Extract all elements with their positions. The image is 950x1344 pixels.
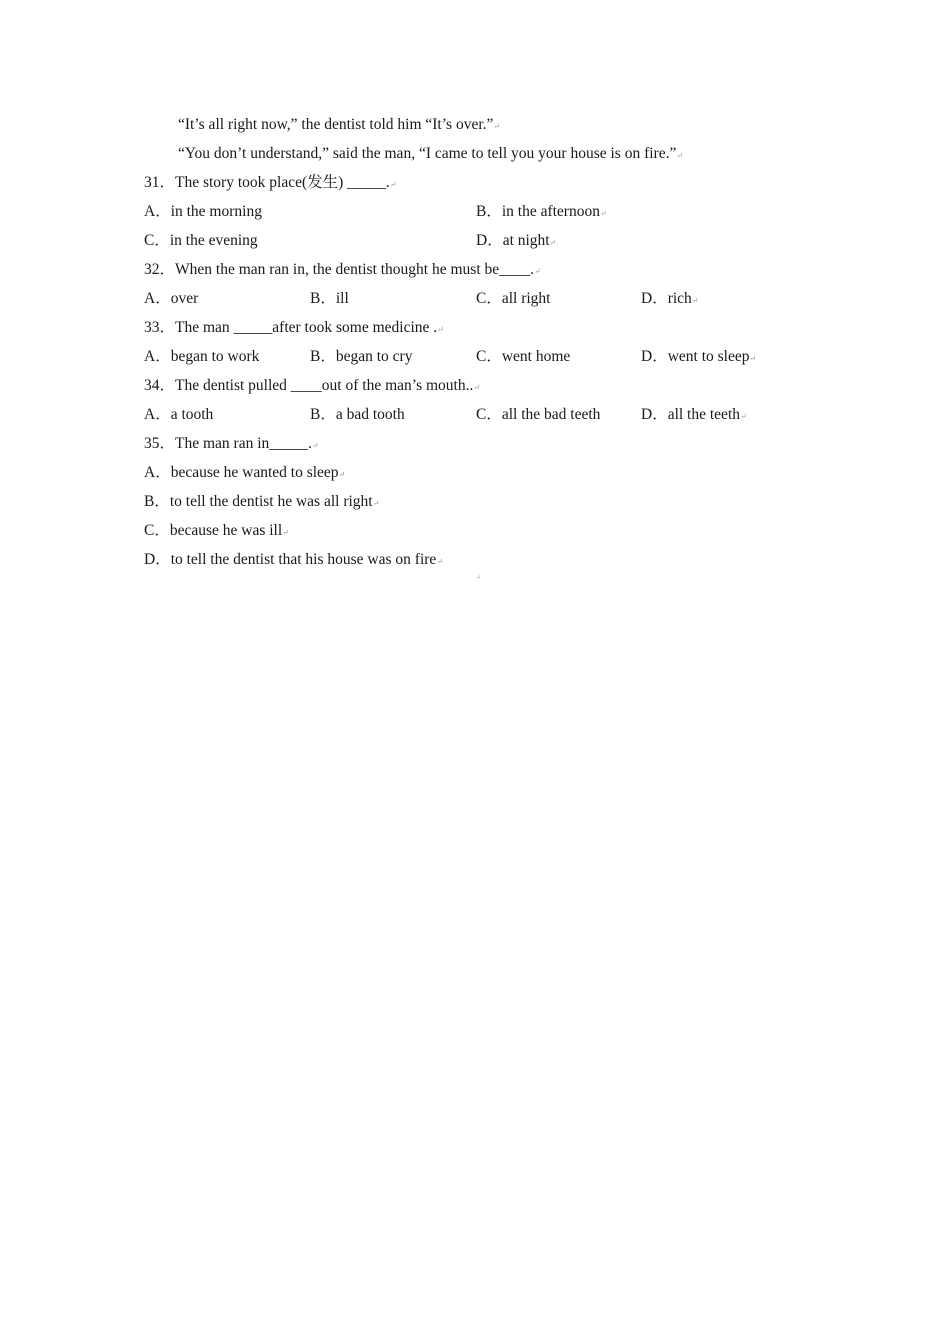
option-31-c: C．in the evening	[144, 232, 258, 249]
option-34-c: C．all the bad teeth	[476, 406, 601, 423]
option-35-b: B．to tell the dentist he was all right↵	[144, 493, 380, 510]
paragraph-mark-icon: ↵	[534, 267, 541, 276]
option-33-c: C．went home	[476, 348, 571, 365]
option-35-c: C．because he was ill↵	[144, 522, 289, 539]
paragraph-mark-icon: ↵	[599, 209, 607, 218]
paragraph-mark-icon: ↵	[676, 151, 684, 160]
option-32-b: B．ill	[310, 290, 349, 307]
paragraph-mark-icon: ↵	[372, 499, 380, 508]
option-33-d: D．went to sleep↵	[641, 348, 757, 365]
option-31-d: D．at night↵	[476, 232, 557, 249]
option-31-a: A．in the morning	[144, 203, 262, 220]
paragraph-mark-icon: ↵	[311, 441, 319, 450]
option-34-b: B．a bad tooth	[310, 406, 405, 423]
paragraph-mark-icon: ↵	[740, 412, 747, 421]
paragraph-mark-icon: ↵	[436, 557, 444, 566]
passage-line: “It’s all right now,” the dentist told him “It’s over.”↵	[178, 116, 501, 133]
question-32: 32．When the man ran in, the dentist thought he must be____.↵	[144, 261, 541, 278]
option-32-a: A．over	[144, 290, 199, 307]
paragraph-mark-icon: ↵	[749, 354, 757, 363]
option-32-d: D．rich↵	[641, 290, 699, 307]
paragraph-mark-icon: ↵	[338, 470, 346, 479]
question-34: 34．The dentist pulled ____out of the man’s mouth..↵	[144, 377, 481, 394]
end-paragraph-mark-icon: ↵	[476, 575, 482, 581]
question-33: 33．The man _____after took some medicine .↵	[144, 319, 444, 336]
option-32-c: C．all right	[476, 290, 551, 307]
question-31: 31．The story took place(发生) _____.↵	[144, 174, 397, 191]
option-33-b: B．began to cry	[310, 348, 413, 365]
option-34-a: A．a tooth	[144, 406, 214, 423]
paragraph-mark-icon: ↵	[437, 325, 444, 334]
paragraph-mark-icon: ↵	[549, 238, 557, 247]
paragraph-mark-icon: ↵	[473, 383, 481, 392]
option-34-d: D．all the teeth↵	[641, 406, 747, 423]
paragraph-mark-icon: ↵	[389, 180, 397, 189]
option-35-d: D．to tell the dentist that his house was on fire↵	[144, 551, 444, 568]
paragraph-mark-icon: ↵	[691, 296, 699, 305]
paragraph-mark-icon: ↵	[282, 528, 289, 537]
paragraph-mark-icon: ↵	[493, 122, 501, 131]
option-33-a: A．began to work	[144, 348, 260, 365]
option-35-a: A．because he wanted to sleep↵	[144, 464, 346, 481]
question-35: 35．The man ran in_____.↵	[144, 435, 319, 452]
option-31-b: B．in the afternoon↵	[476, 203, 607, 220]
passage-line: “You don’t understand,” said the man, “I came to tell you your house is on fire.”↵	[178, 145, 684, 162]
